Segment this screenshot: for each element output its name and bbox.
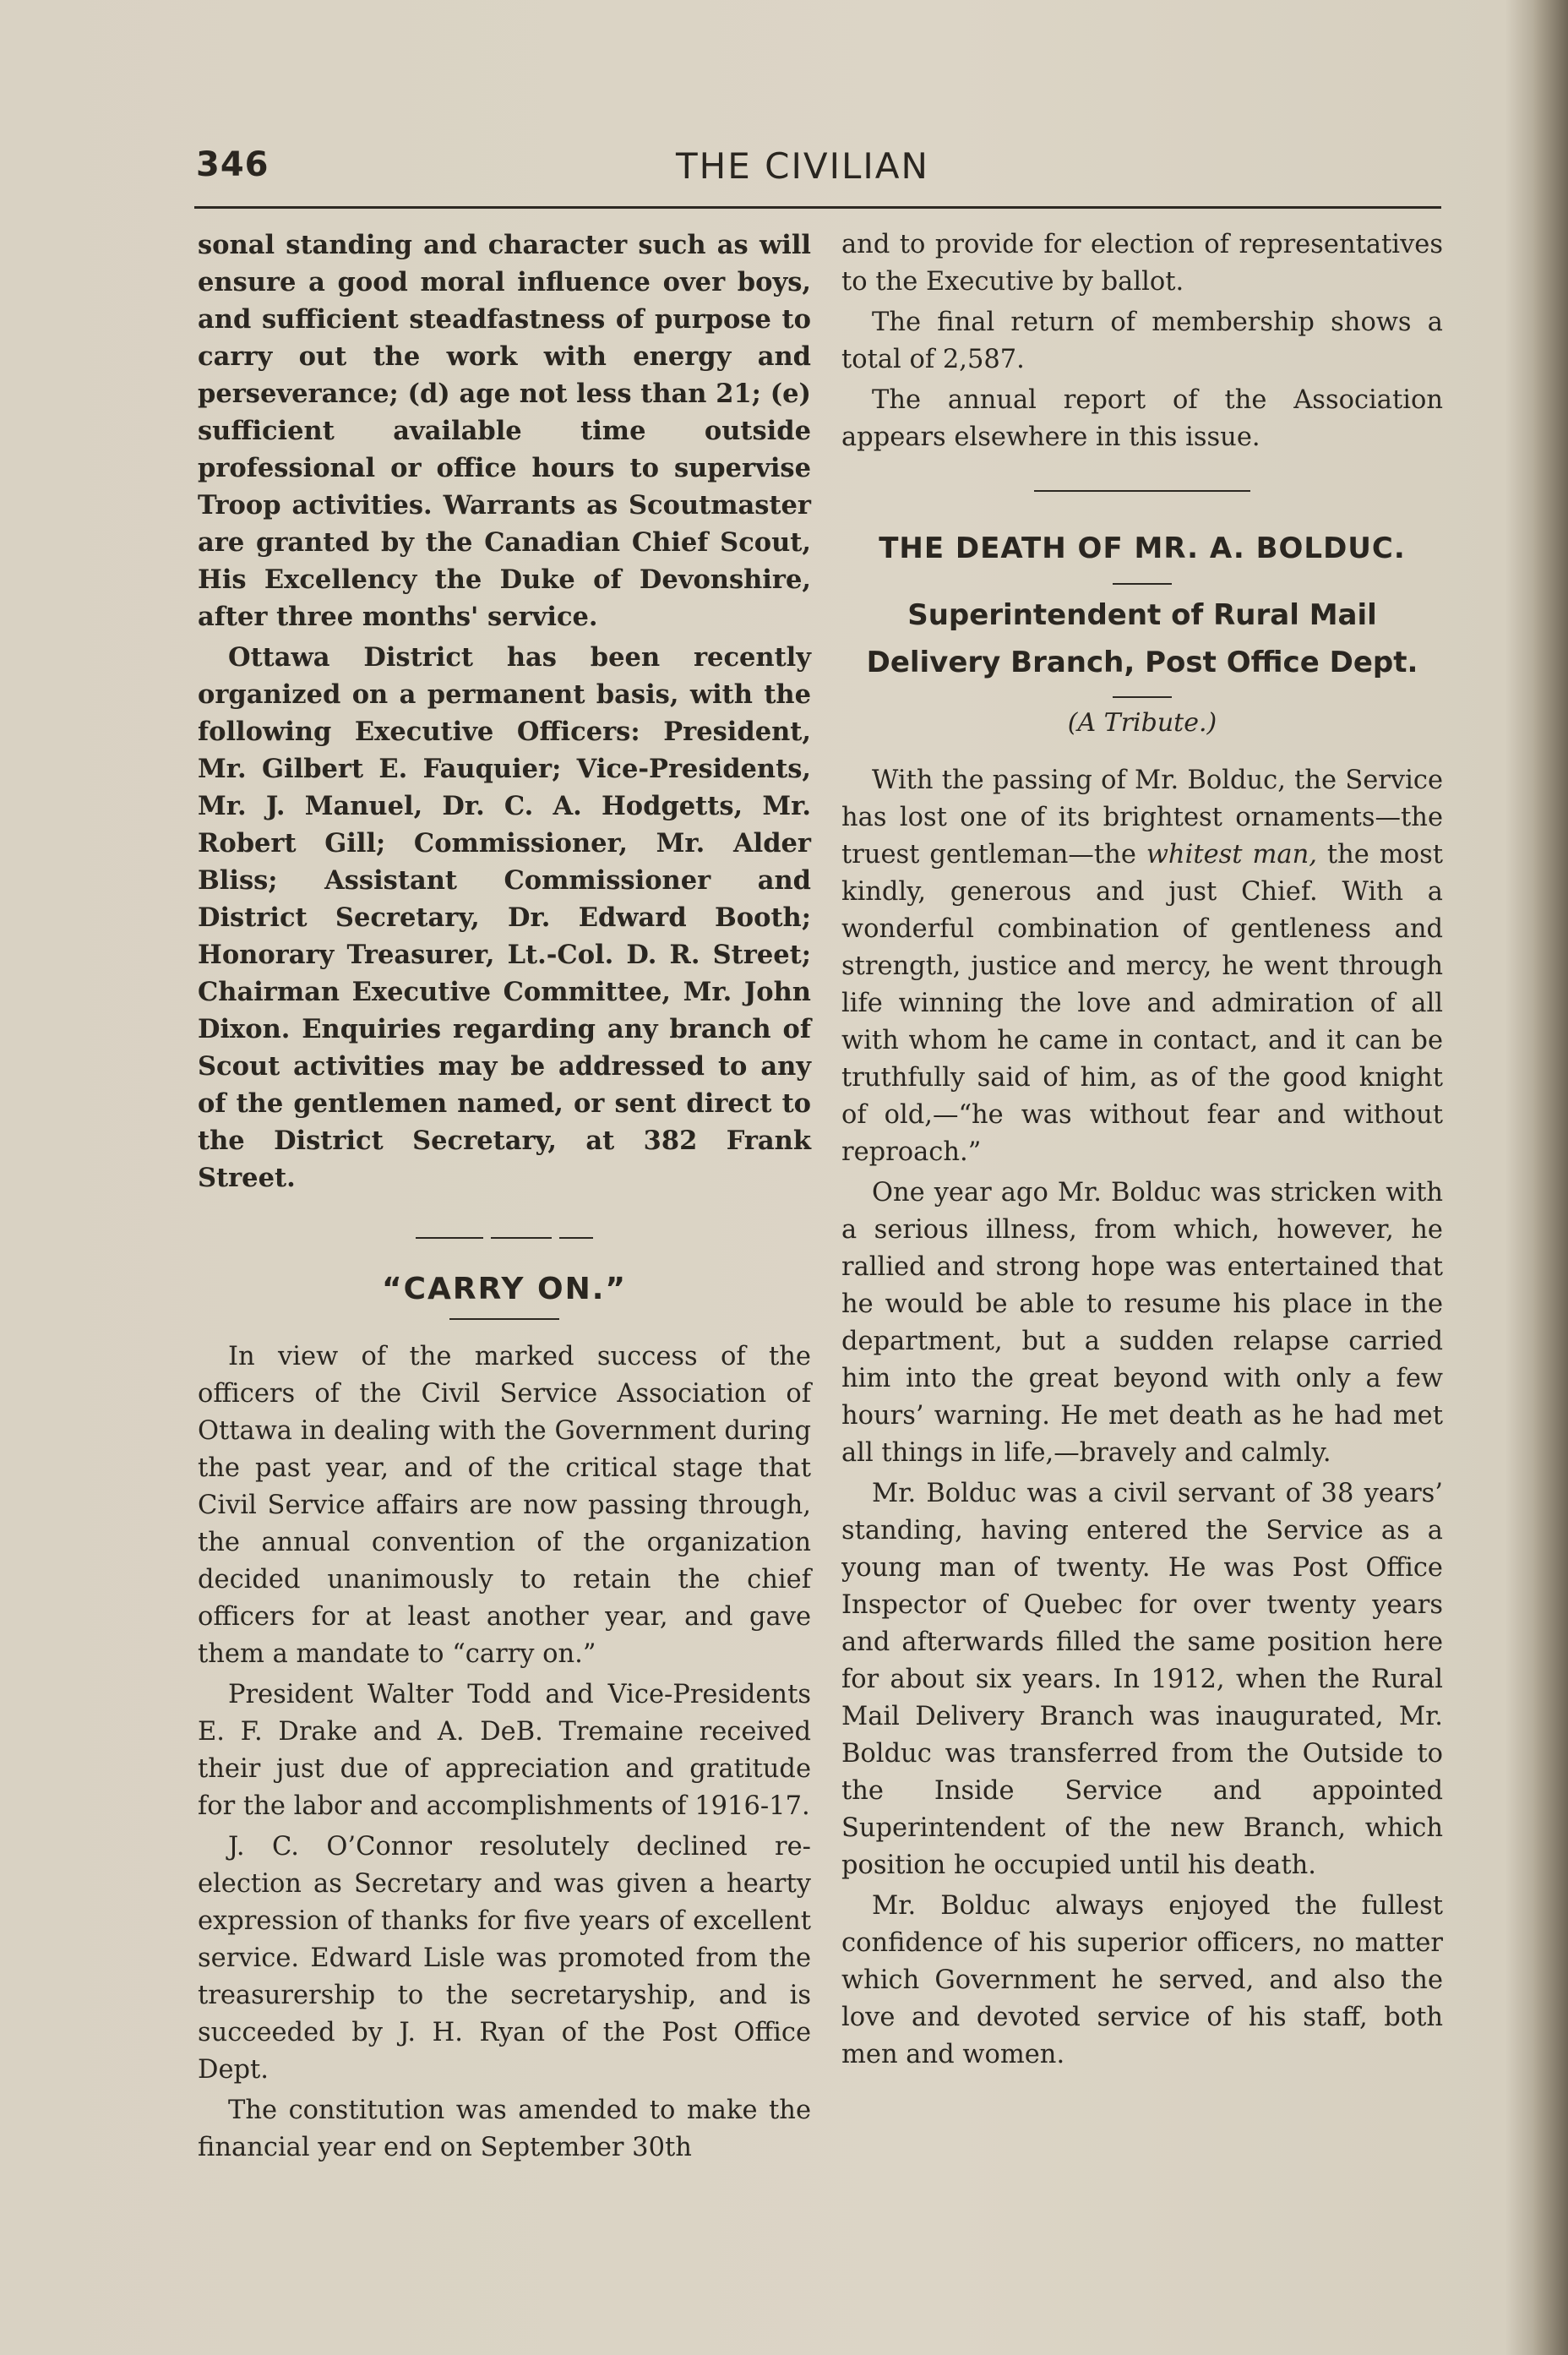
confidence-paragraph: Mr. Bolduc always enjoyed the fullest confidence of his superior officers, no matter which Government he served, and also the love and devoted service of his staff, both men and women. <box>841 1891 1443 2069</box>
secretary-change-paragraph: J. C. O’Connor resolutely declined re-election as Secretary and was given a hearty expression of thanks for five years of excellent service. Edward Lisle was promoted from the treasurership to the secretaryship, and is succeeded by J. H. Ryan of the Post Office Dept. <box>198 1832 811 2085</box>
illness-paragraph: One year ago Mr. Bolduc was stricken with a serious illness, from which, however, he rallied and strong hope was entertained that he would be able to resume his place in the department, but a sudden relapse carried him into the great beyond with only a few hours’ warning. He met death as he had met all things in life,—bravely and calmly. <box>841 1178 1443 1468</box>
bolduc-heading: THE DEATH OF MR. A. BOLDUC. <box>879 532 1406 565</box>
header-rule <box>194 206 1441 209</box>
heading-underline <box>449 1318 559 1320</box>
membership-paragraph: The final return of membership shows a total of 2,587. <box>841 308 1443 374</box>
scout-warrant-paragraph: sonal standing and character such as will ensure a good moral influence over boys, and sufficient steadfastness of purpose to carry out the work with energy and perseverance; (d) age not less than 21; (e) sufficient available time outside professional or office hours to supervise Troop activities. Warrants as Scoutmaster are granted by the Canadian Chief Scout, His Excellency the Duke of Devonshire, after three months' service. <box>198 230 811 632</box>
tribute-label: (A Tribute.) <box>1067 708 1217 738</box>
tribute-emphasis: whitest man, <box>1146 840 1317 869</box>
officers-thanked-paragraph: President Walter Todd and Vice-Presidents E. F. Drake and A. DeB. Tremaine received their just due of appreciation and gratitude for the labor and accomplishments of 1916-17. <box>198 1680 811 1821</box>
book-spine-shadow <box>1534 0 1568 2355</box>
running-title: THE CIVILIAN <box>676 145 929 187</box>
carry-on-heading: “CARRY ON.” <box>381 1272 628 1306</box>
subheading-rule <box>1113 696 1172 698</box>
section-divider-right <box>1034 490 1250 492</box>
tribute-text-start: With the passing of Mr. Bolduc, the Service has lost one of its brightest ornaments—the truest gentleman—the <box>841 766 1443 869</box>
page-number: 346 <box>196 145 270 184</box>
right-column <box>841 226 1443 2074</box>
tribute-paragraph <box>841 762 1443 1171</box>
bolduc-subheading: Superintendent of Rural Mail Delivery Branch, Post Office Dept. <box>866 598 1418 679</box>
annual-report-paragraph: The annual report of the Association appears elsewhere in this issue. <box>841 385 1443 452</box>
ottawa-district-paragraph: Ottawa District has been recently organized on a permanent basis, with the following Executive Officers: President, Mr. Gilbert E. Fauquier; Vice-Presidents, Mr. J. Manuel, Dr. C. A. Hodgetts, Mr. Robert Gill; Commissioner, Mr. Alder Bliss; Assistant Commissioner and District Secretary, Dr. Edward Booth; Honorary Treasurer, Lt.-Col. D. R. Street; Chairman Executive Committee, Mr. John Dixon. Enquiries regarding any branch of Scout activities may be addressed to any of the gentlemen named, or sent direct to the District Secretary, at 382 Frank Street. <box>198 642 811 1193</box>
carry-on-paragraph: In view of the marked success of the officers of the Civil Service Association of Ottawa in dealing with the Government during the past year, and of the critical stage that Civil Service affairs are now passing through, the annual convention of the organization decided unanimously to retain the chief officers for at least another year, and gave them a mandate to “carry on.” <box>198 1342 811 1669</box>
career-paragraph: Mr. Bolduc was a civil servant of 38 years’ standing, having entered the Service as a young man of twenty. He was Post Office Inspector of Quebec for over twenty years and afterwards filled the same position here for about six years. In 1912, when the Rural Mail Delivery Branch was inaugurated, Mr. Bolduc was transferred from the Outside to the Inside Service and appointed Superintendent of the new Branch, which position he occupied until his death. <box>841 1479 1443 1880</box>
tribute-text-end: the most kindly, generous and just Chief. With a wonderful combination of gentleness and strength, justice and mercy, he went through life winning the love and admiration of all with whom he came in contact, and it can be truthfully said of him, as of the good knight of old,—“he was without fear and without reproach.” <box>841 840 1443 1167</box>
left-column <box>198 226 811 2167</box>
constitution-paragraph: The constitution was amended to make the financial year end on September 30th <box>198 2096 811 2162</box>
section-divider <box>416 1237 593 1239</box>
executive-ballot-paragraph: and to provide for election of representatives to the Executive by ballot. <box>841 230 1443 297</box>
heading-rule <box>1113 583 1172 585</box>
